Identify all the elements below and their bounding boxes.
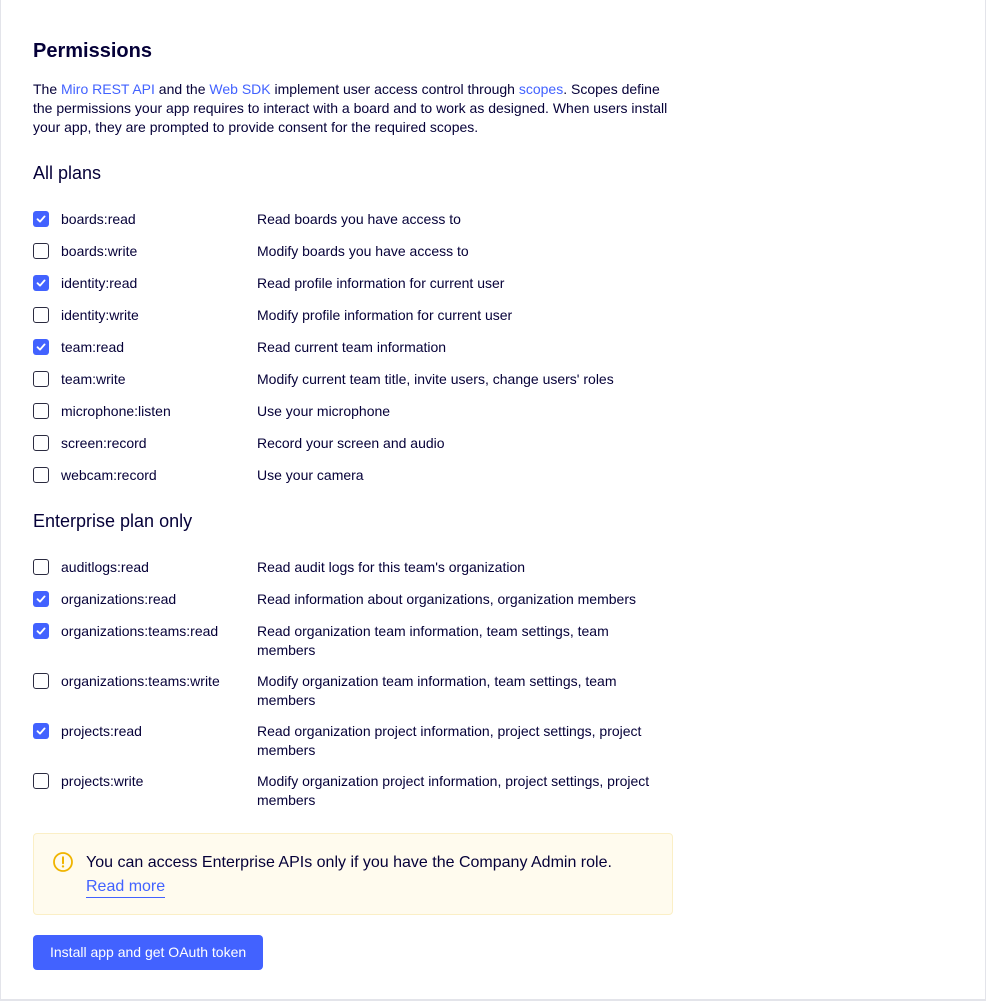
checkmark-icon [36, 214, 46, 224]
scope-row-boards-read [33, 210, 673, 242]
scope-row-screen-record [33, 434, 673, 466]
scope-name: microphone:listen [61, 403, 171, 419]
scope-name: organizations:teams:read [61, 623, 219, 639]
scope-description: Read profile information for current user [257, 275, 505, 291]
scope-description: Read organization team information, team settings, team members [257, 623, 609, 658]
scope-description: Modify organization project information, project settings, project members [257, 773, 650, 808]
checkbox[interactable] [33, 403, 49, 419]
scope-row-organizations-teams-write [33, 672, 673, 722]
scope-description: Use your microphone [257, 403, 391, 419]
intro-text [33, 80, 673, 137]
scope-description: Read audit logs for this team's organization [257, 559, 526, 575]
scope-row-boards-write [33, 242, 673, 274]
scope-description: Modify current team title, invite users, change users' roles [257, 371, 614, 387]
scopes-link[interactable]: scopes [518, 81, 564, 97]
scope-description: Record your screen and audio [257, 435, 445, 451]
checkbox[interactable] [33, 435, 49, 451]
scope-row-auditlogs-read [33, 558, 673, 590]
scope-name: identity:read [61, 275, 138, 291]
panel-right-border [985, 0, 986, 1001]
all-plans-scope-list [33, 210, 673, 498]
scope-name: identity:write [61, 307, 139, 323]
checkbox[interactable] [33, 275, 49, 291]
scope-description: Modify organization team information, team settings, team members [257, 673, 617, 708]
install-app-button[interactable]: Install app and get OAuth token [33, 935, 263, 970]
scope-description: Read boards you have access to [257, 211, 461, 227]
enterprise-plan-heading: Enterprise plan only [33, 511, 193, 531]
checkbox[interactable] [33, 371, 49, 387]
scope-name: boards:write [61, 243, 138, 259]
scope-row-projects-write [33, 772, 673, 822]
scope-description: Read current team information [257, 339, 447, 355]
page-title: Permissions [33, 40, 152, 62]
scope-name: organizations:read [61, 591, 177, 607]
checkmark-icon [36, 594, 46, 604]
scope-description: Modify boards you have access to [257, 243, 469, 259]
checkbox[interactable] [33, 591, 49, 607]
checkbox[interactable] [33, 339, 49, 355]
scope-name: organizations:teams:write [61, 673, 220, 689]
web-sdk-link[interactable]: Web SDK [209, 81, 271, 97]
notice-text: You can access Enterprise APIs only if you have the Company Admin role. [86, 854, 612, 871]
scope-description: Read information about organizations, organization members [257, 591, 636, 607]
scope-row-organizations-read [33, 590, 673, 622]
intro-mid-2: implement user access control through [270, 81, 519, 97]
intro-mid-1: and the [154, 81, 210, 97]
checkbox[interactable] [33, 559, 49, 575]
checkmark-icon [36, 726, 46, 736]
checkbox[interactable] [33, 623, 49, 639]
warning-circle-icon [52, 851, 74, 873]
scope-name: webcam:record [61, 467, 157, 483]
scope-name: screen:record [61, 435, 147, 451]
scope-name: projects:read [61, 723, 142, 739]
checkbox[interactable] [33, 773, 49, 789]
scope-row-webcam-record [33, 466, 673, 498]
scope-row-identity-write [33, 306, 673, 338]
scope-name: auditlogs:read [61, 559, 149, 575]
intro-prefix: The [33, 81, 62, 97]
scope-row-identity-read [33, 274, 673, 306]
checkbox[interactable] [33, 307, 49, 323]
checkmark-icon [36, 278, 46, 288]
scope-description: Modify profile information for current user [257, 307, 513, 323]
scope-description: Read organization project information, project settings, project members [257, 723, 642, 758]
scope-row-microphone-listen [33, 402, 673, 434]
scope-description: Use your camera [257, 467, 364, 483]
scope-name: team:write [61, 371, 126, 387]
read-more-link[interactable]: Read more [86, 876, 165, 898]
scope-name: team:read [61, 339, 125, 355]
checkbox[interactable] [33, 673, 49, 689]
panel-left-border [0, 0, 1, 1001]
scope-row-organizations-teams-read [33, 622, 673, 672]
checkmark-icon [36, 626, 46, 636]
checkbox[interactable] [33, 243, 49, 259]
checkbox[interactable] [33, 211, 49, 227]
intro-suffix: . Scopes define the permissions your app requires to interact with a board and to work as designed. When users install your app, they are prompted to provide consent for the required scopes. [33, 81, 668, 135]
notice-text-block [86, 851, 656, 899]
all-plans-heading: All plans [33, 163, 102, 183]
checkbox[interactable] [33, 723, 49, 739]
enterprise-api-notice [33, 833, 673, 915]
enterprise-scope-list [33, 558, 673, 822]
scope-row-team-write [33, 370, 673, 402]
checkbox[interactable] [33, 467, 49, 483]
scope-name: boards:read [61, 211, 136, 227]
miro-rest-api-link[interactable]: Miro REST API [61, 81, 155, 97]
checkmark-icon [36, 342, 46, 352]
scope-name: projects:write [61, 773, 144, 789]
scope-row-team-read [33, 338, 673, 370]
scope-row-projects-read [33, 722, 673, 772]
